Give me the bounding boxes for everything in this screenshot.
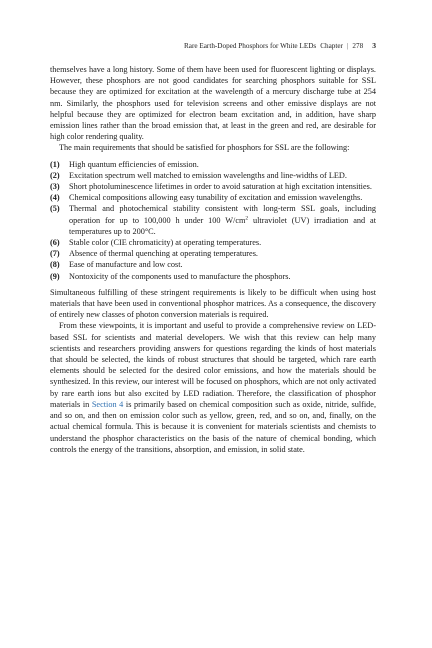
list-item (50, 271, 376, 282)
paragraph-4-part: is primarily based on chemical composition such as oxide, nitride, sulfide, and so on, and then on emission color such as yellow, green, red, and so on, and, finally, on the actual chemical formula. This is because it is convenient for materials scientists and chemists to understand the phosphor characteristics on the basis of the nature of chemical bonding, which controls the energy of the transitions, absorption, and emission, in solid state. (50, 399, 377, 454)
list-item (50, 170, 376, 181)
list-item (50, 192, 376, 203)
list-number: (2) (50, 170, 60, 180)
list-item (50, 181, 376, 192)
requirements-list (50, 159, 376, 282)
page-number: 3 (372, 41, 376, 50)
list-text (69, 203, 376, 237)
list-item (50, 159, 376, 170)
list-number: (7) (50, 249, 60, 259)
list-item (50, 259, 376, 270)
paragraph-4-part: From these viewpoints, it is important and useful to provide a comprehensive review on LED-based SSL for scientists and material developers. We wish that this review can help many scientists and researchers providing answers for questions regarding the kinds of host materials that should be selected, the kinds of robust structures that should be targeted, which rare earth elements should be selected for the desired color emissions, and how the materials should be synthesized. In this review, our interest will be focused on phosphors, which are not only activated by rare earth ions but also excited by LED radiation. Therefore, the classification of phosphor materials in (50, 321, 376, 409)
paragraph-1: themselves have a long history. Some of them have been used for fluorescent lighting or displays. However, these phosphors are not good candidates for searching phosphors suitable for SSL because they are optimized for excitation at the wavelength of a mercury discharge tube at 254 nm. Similarly, the phosphors used for television screens and other emissive displays are not helpful because they are optimized for electron beam excitation and, in addition, have sharp emission lines rather than the broad emission that, at least in the green and red, are desirable for high color rendering quality. (50, 65, 376, 142)
list-text: Ease of manufacture and low cost. (69, 260, 183, 270)
list-number: (1) (50, 159, 60, 169)
list-number: (3) (50, 182, 60, 192)
list-text: Absence of thermal quenching at operating temperatures. (69, 249, 258, 259)
list-item (50, 203, 376, 237)
paragraph-3: Simultaneous fulfilling of these stringent requirements is likely to be difficult when using host materials that have been used in conventional phosphor matrices. As a consequence, the discovery of entirely new classes of photon conversion materials is required. (50, 287, 376, 320)
list-text: Excitation spectrum well matched to emission wavelengths and line-widths of LED. (69, 170, 347, 180)
section-link[interactable]: Section 4 (91, 399, 124, 409)
paragraph-4 (50, 320, 376, 454)
header-separator: | (346, 42, 349, 50)
chapter-number: 278 (352, 42, 364, 50)
list-text: Nontoxicity of the components used to manufacture the phosphors. (69, 271, 291, 281)
chapter-label: Chapter (320, 42, 343, 50)
superscript: 2 (245, 214, 249, 221)
list-number: (6) (50, 238, 60, 248)
paragraph-2: The main requirements that should be satisfied for phosphors for SSL are the following: (59, 143, 350, 153)
list-number: (4) (50, 193, 60, 203)
list-text: High quantum efficiencies of emission. (69, 159, 199, 169)
list-text: Short photoluminescence lifetimes in order to avoid saturation at high excitation intensities. (69, 182, 372, 192)
list-text-part: ultraviolet (UV) irradiation and at temperatures up to 200°C. (69, 215, 376, 236)
body-text (50, 64, 376, 455)
list-item (50, 237, 376, 248)
running-title: Rare Earth-Doped Phosphors for White LEDs (183, 42, 317, 50)
list-item (50, 248, 376, 259)
list-text: Chemical compositions allowing easy tunability of excitation and emission wavelengths. (69, 193, 363, 203)
list-text-part: Thermal and photochemical stability consistent with long-term SSL goals, including operation for up to 100,000 h under 100 W/cm (69, 204, 376, 225)
list-number: (9) (50, 271, 60, 281)
list-number: (8) (50, 260, 60, 270)
list-text: Stable color (CIE chromaticity) at operating temperatures. (69, 238, 262, 248)
list-number: (5) (50, 204, 60, 214)
running-header (50, 41, 376, 50)
